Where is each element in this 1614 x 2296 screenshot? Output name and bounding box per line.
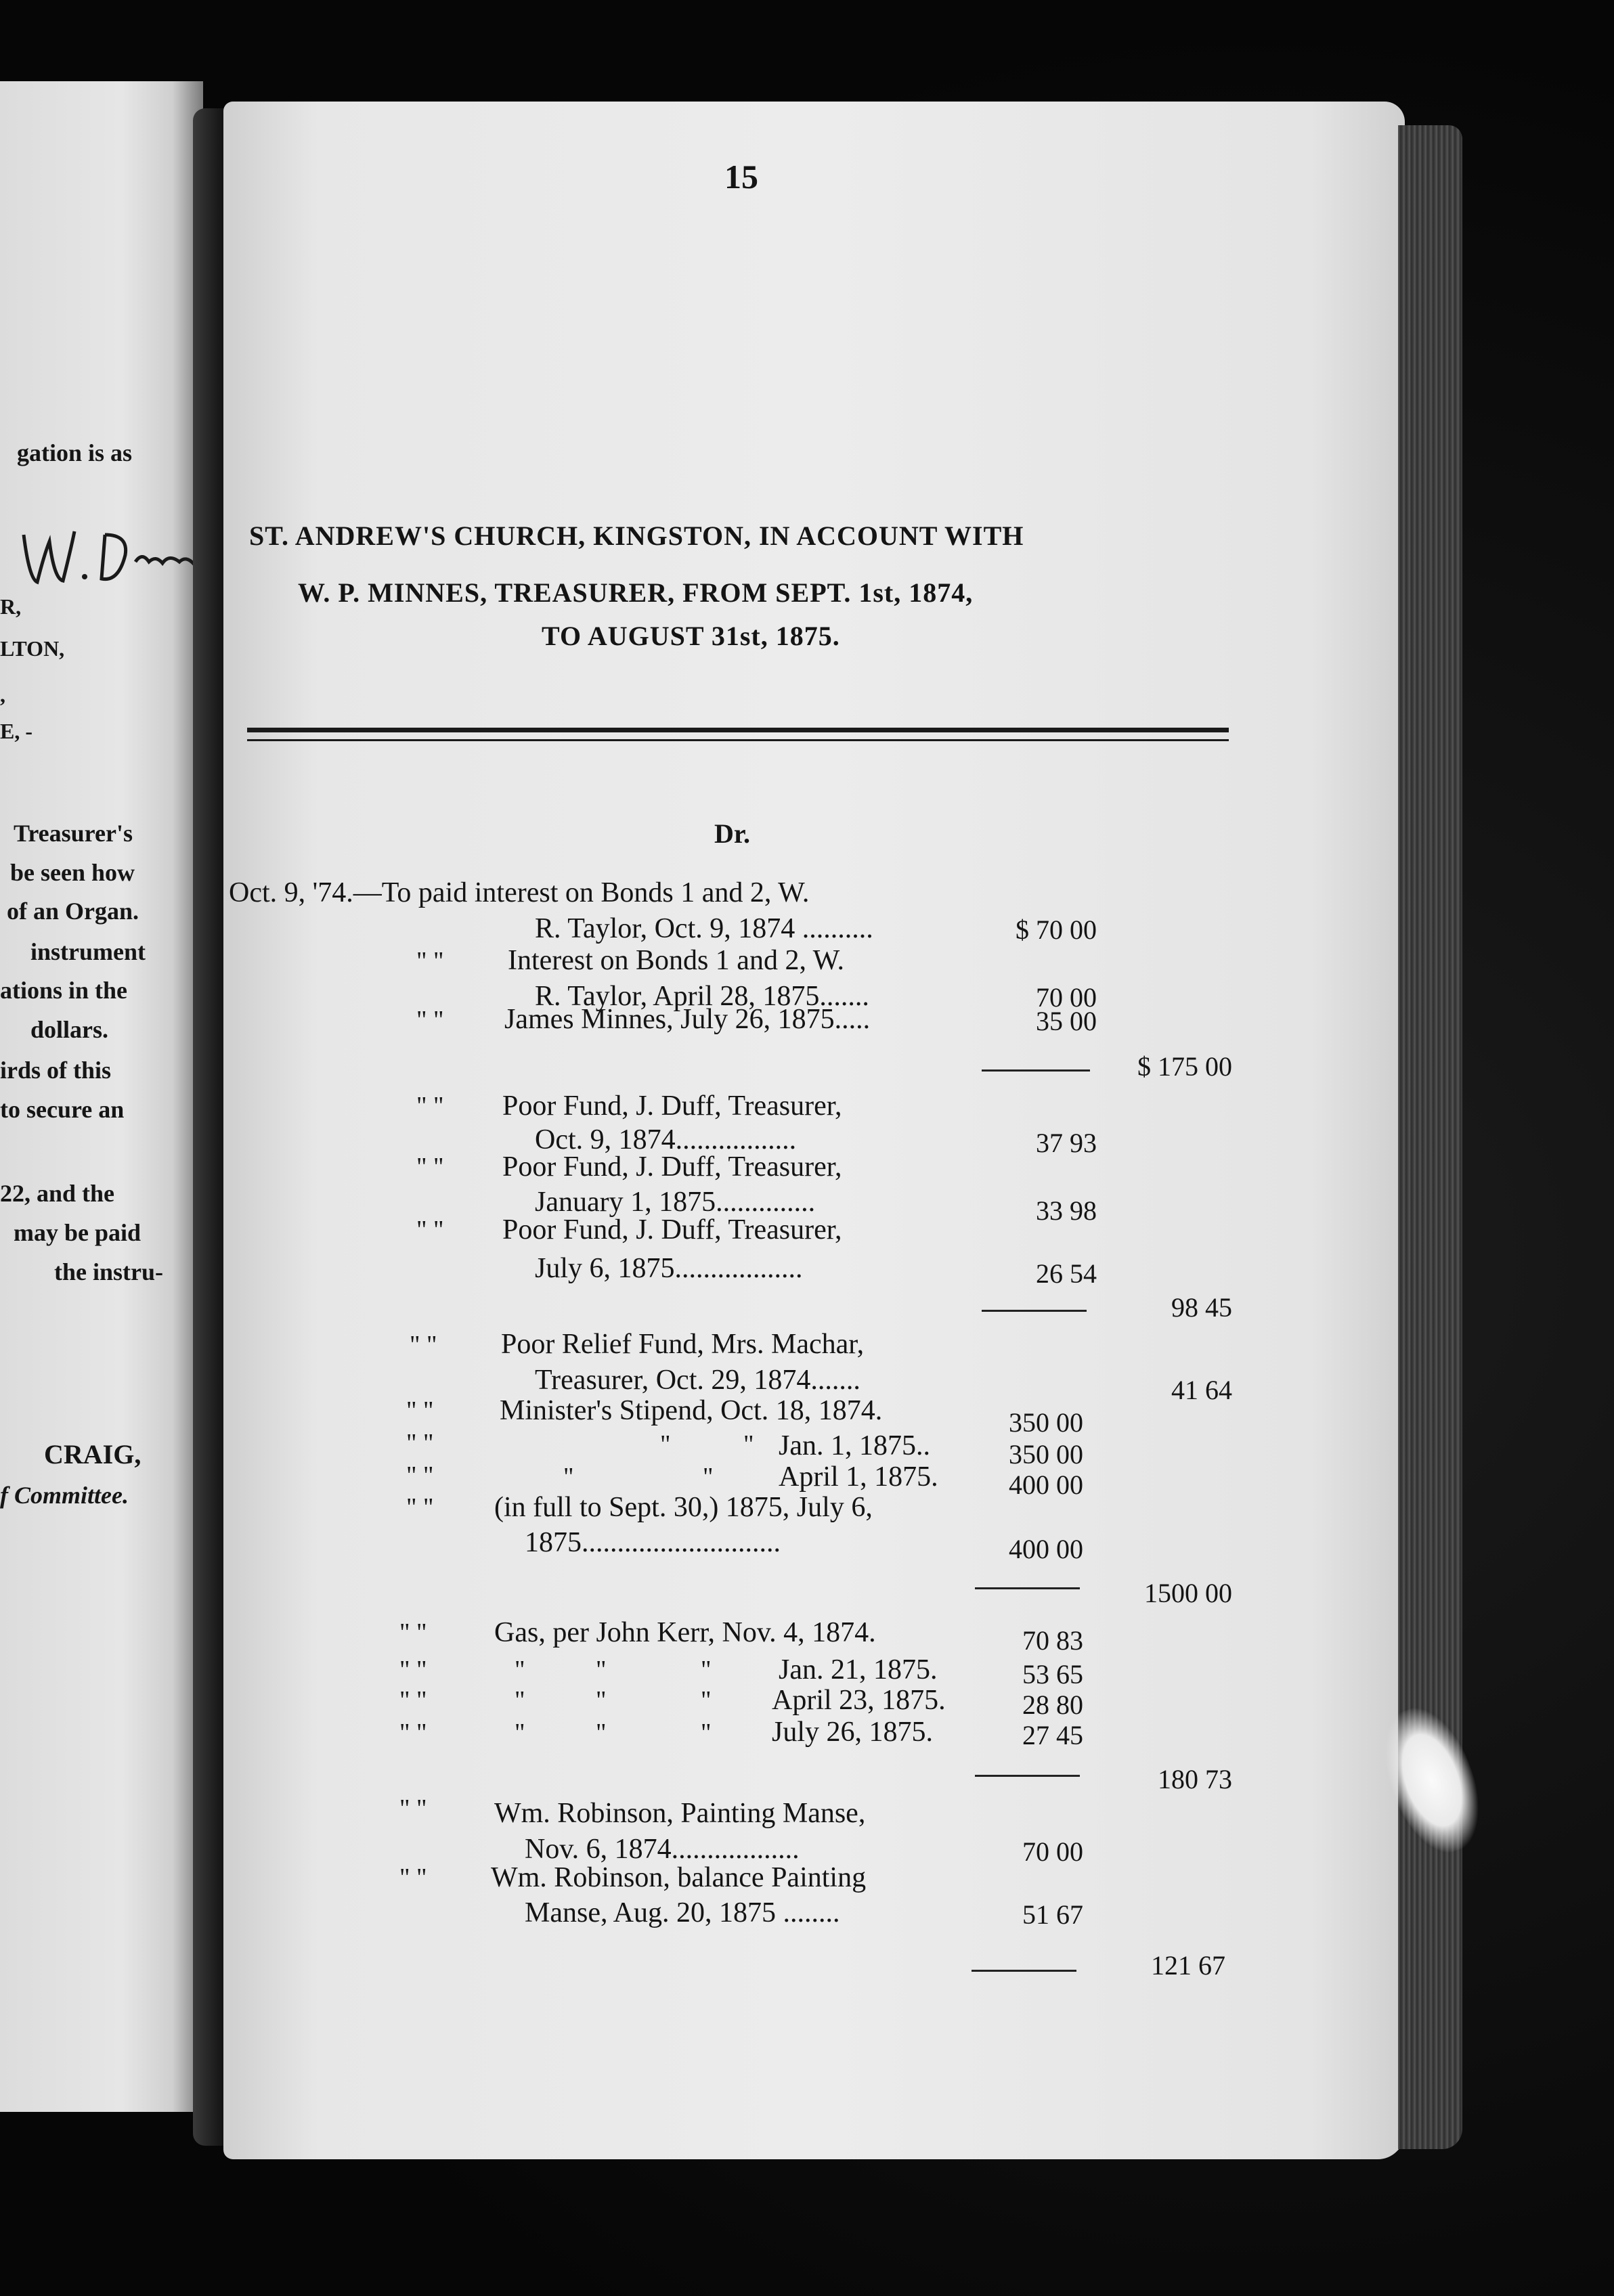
double-rule-thick xyxy=(247,728,1229,732)
left-fragment: Treasurer's xyxy=(14,820,133,847)
ditto-mark: " " xyxy=(416,1216,444,1244)
left-fragment: 22, and the xyxy=(0,1180,115,1207)
ditto-mark: " " xyxy=(406,1493,434,1522)
left-fragment: dollars. xyxy=(30,1016,109,1043)
ditto-mark: " " xyxy=(399,1794,427,1823)
ditto-mark: " xyxy=(701,1719,712,1747)
ledger-entry-text: Poor Fund, J. Duff, Treasurer, xyxy=(502,1214,842,1245)
ledger-entry-text: R. Taylor, April 28, 1875....... xyxy=(535,981,869,1012)
ledger-entry-amount: 70 00 xyxy=(1036,982,1097,1013)
ditto-mark: " " xyxy=(406,1461,434,1490)
ledger-entry-text: Jan. 21, 1875. xyxy=(779,1654,938,1685)
ledger-entry-amount: 400 00 xyxy=(1009,1534,1083,1564)
ledger-group-total: $ 175 00 xyxy=(1137,1051,1232,1082)
ditto-mark: " " xyxy=(399,1863,427,1892)
ledger-entry-text: July 6, 1875.................. xyxy=(535,1253,803,1284)
ledger-entry-amount: 350 00 xyxy=(1009,1439,1083,1470)
left-fragment: instrument xyxy=(30,938,146,965)
ledger-entry-amount: 33 98 xyxy=(1036,1195,1097,1226)
ledger-entry-text: Nov. 6, 1874.................. xyxy=(525,1834,800,1865)
left-fragment: to secure an xyxy=(0,1096,125,1123)
double-rule-thin xyxy=(247,739,1229,741)
left-fragment: irds of this xyxy=(0,1057,112,1084)
ditto-mark: " xyxy=(660,1430,671,1459)
ledger-entry-text: April 1, 1875. xyxy=(779,1461,938,1493)
left-fragment: ations in the xyxy=(0,977,128,1004)
ledger-entry-text: Wm. Robinson, balance Painting xyxy=(491,1862,867,1893)
page-number: 15 xyxy=(724,158,758,196)
ledger-entry-text: April 23, 1875. xyxy=(772,1685,946,1716)
ledger-entry-text: 1875............................ xyxy=(525,1527,781,1558)
ledger-group-total: 98 45 xyxy=(1171,1292,1232,1323)
ditto-mark: " " xyxy=(416,1153,444,1181)
ledger-entry-text: Oct. 9, 1874................. xyxy=(535,1124,797,1155)
ledger-entry-text: Gas, per John Kerr, Nov. 4, 1874. xyxy=(494,1617,876,1648)
left-fragment: the instru- xyxy=(54,1258,163,1285)
left-fragment: LTON, xyxy=(0,636,65,661)
debit-heading: Dr. xyxy=(714,818,750,849)
ditto-mark: " " xyxy=(406,1429,434,1457)
ditto-mark: " xyxy=(515,1656,525,1684)
ledger-entry-amount: 70 83 xyxy=(1022,1625,1083,1656)
ledger-entry-text: Poor Fund, J. Duff, Treasurer, xyxy=(502,1151,842,1183)
ledger-entry-text: Poor Fund, J. Duff, Treasurer, xyxy=(502,1090,842,1122)
left-fragment: E, - xyxy=(0,719,32,743)
ditto-mark: " " xyxy=(410,1331,437,1359)
ledger-group-total: 1500 00 xyxy=(1144,1578,1232,1608)
subtotal-rule xyxy=(982,1069,1090,1072)
ledger-entry-amount: 51 67 xyxy=(1022,1899,1083,1930)
ledger-entry-amount: 350 00 xyxy=(1009,1407,1083,1438)
ledger-entry-text: July 26, 1875. xyxy=(772,1717,934,1748)
left-fragment: may be paid xyxy=(14,1219,141,1246)
ledger-group-total: 121 67 xyxy=(1151,1950,1225,1981)
left-fragment: be seen how xyxy=(10,859,135,886)
ledger-entry-text: R. Taylor, Oct. 9, 1874 .......... xyxy=(535,913,873,944)
ditto-mark: " xyxy=(515,1686,525,1715)
ledger-entry-amount: 70 00 xyxy=(1022,1836,1083,1867)
ledger-entry-amount: 27 45 xyxy=(1022,1720,1083,1750)
left-fragment: , xyxy=(0,682,5,707)
ledger-entry-amount: 35 00 xyxy=(1036,1006,1097,1036)
ledger-group-total: 180 73 xyxy=(1158,1764,1232,1794)
ledger-entry-amount: 400 00 xyxy=(1009,1470,1083,1500)
ditto-mark: " " xyxy=(399,1686,427,1715)
ledger-entry-amount: 26 54 xyxy=(1036,1258,1097,1289)
subtotal-rule xyxy=(975,1775,1080,1777)
title-line-2: W. P. MINNES, TREASURER, FROM SEPT. 1st, 1874, xyxy=(298,577,974,608)
left-page-text xyxy=(0,0,203,2296)
right-page xyxy=(223,102,1405,2159)
ledger-entry-amount: 28 80 xyxy=(1022,1690,1083,1720)
left-fragment: CRAIG, xyxy=(44,1439,141,1470)
ditto-mark: " xyxy=(596,1719,607,1747)
ledger-entry-text: Jan. 1, 1875.. xyxy=(779,1430,930,1461)
ledger-entry-text: Wm. Robinson, Painting Manse, xyxy=(494,1798,866,1829)
ditto-mark: " " xyxy=(416,1092,444,1120)
ledger-entry-amount: 53 65 xyxy=(1022,1659,1083,1690)
ditto-mark: " " xyxy=(399,1618,427,1647)
ledger-entry-text: Interest on Bonds 1 and 2, W. xyxy=(508,945,844,976)
ledger-group-total: 41 64 xyxy=(1171,1375,1232,1405)
ditto-mark: " " xyxy=(416,1006,444,1034)
left-fragment: of an Organ. xyxy=(7,898,139,925)
ditto-mark: " xyxy=(596,1686,607,1715)
ditto-mark: " " xyxy=(399,1656,427,1684)
ledger-entry-text: January 1, 1875.............. xyxy=(535,1187,816,1218)
ditto-mark: " xyxy=(703,1463,714,1491)
ditto-mark: " xyxy=(596,1656,607,1684)
ditto-mark: " xyxy=(701,1686,712,1715)
ledger-entry-amount: 37 93 xyxy=(1036,1128,1097,1158)
ledger-entry-text: Poor Relief Fund, Mrs. Machar, xyxy=(501,1329,865,1360)
left-fragment: R, xyxy=(0,594,22,619)
handwritten-signature xyxy=(17,514,196,596)
subtotal-rule xyxy=(975,1587,1080,1589)
ledger-entry-amount: $ 70 00 xyxy=(1016,914,1097,945)
ditto-mark: " xyxy=(701,1656,712,1684)
title-line-1: ST. ANDREW'S CHURCH, KINGSTON, IN ACCOUNT WITH xyxy=(249,521,1024,551)
ditto-mark: " " xyxy=(406,1396,434,1425)
subtotal-rule xyxy=(972,1970,1076,1972)
ledger-entry-text: James Minnes, July 26, 1875..... xyxy=(504,1004,871,1035)
ditto-mark: " " xyxy=(399,1719,427,1747)
left-fragment: f Committee. xyxy=(0,1482,129,1509)
left-fragment: gation is as xyxy=(17,439,133,466)
ledger-entry-text: Treasurer, Oct. 29, 1874....... xyxy=(535,1365,860,1396)
ditto-mark: " xyxy=(743,1430,754,1459)
ditto-mark: " xyxy=(563,1463,574,1491)
subtotal-rule xyxy=(982,1310,1087,1312)
ledger-entry-text: Minister's Stipend, Oct. 18, 1874. xyxy=(500,1395,883,1426)
title-line-3: TO AUGUST 31st, 1875. xyxy=(542,621,840,651)
ditto-mark: " xyxy=(515,1719,525,1747)
ditto-mark: " " xyxy=(416,947,444,975)
ledger-entry-text: Oct. 9, '74.—To paid interest on Bonds 1 and 2, W. xyxy=(229,877,810,908)
ledger-entry-text: (in full to Sept. 30,) 1875, July 6, xyxy=(494,1492,873,1523)
ledger-entry-text: Manse, Aug. 20, 1875 ........ xyxy=(525,1897,840,1928)
